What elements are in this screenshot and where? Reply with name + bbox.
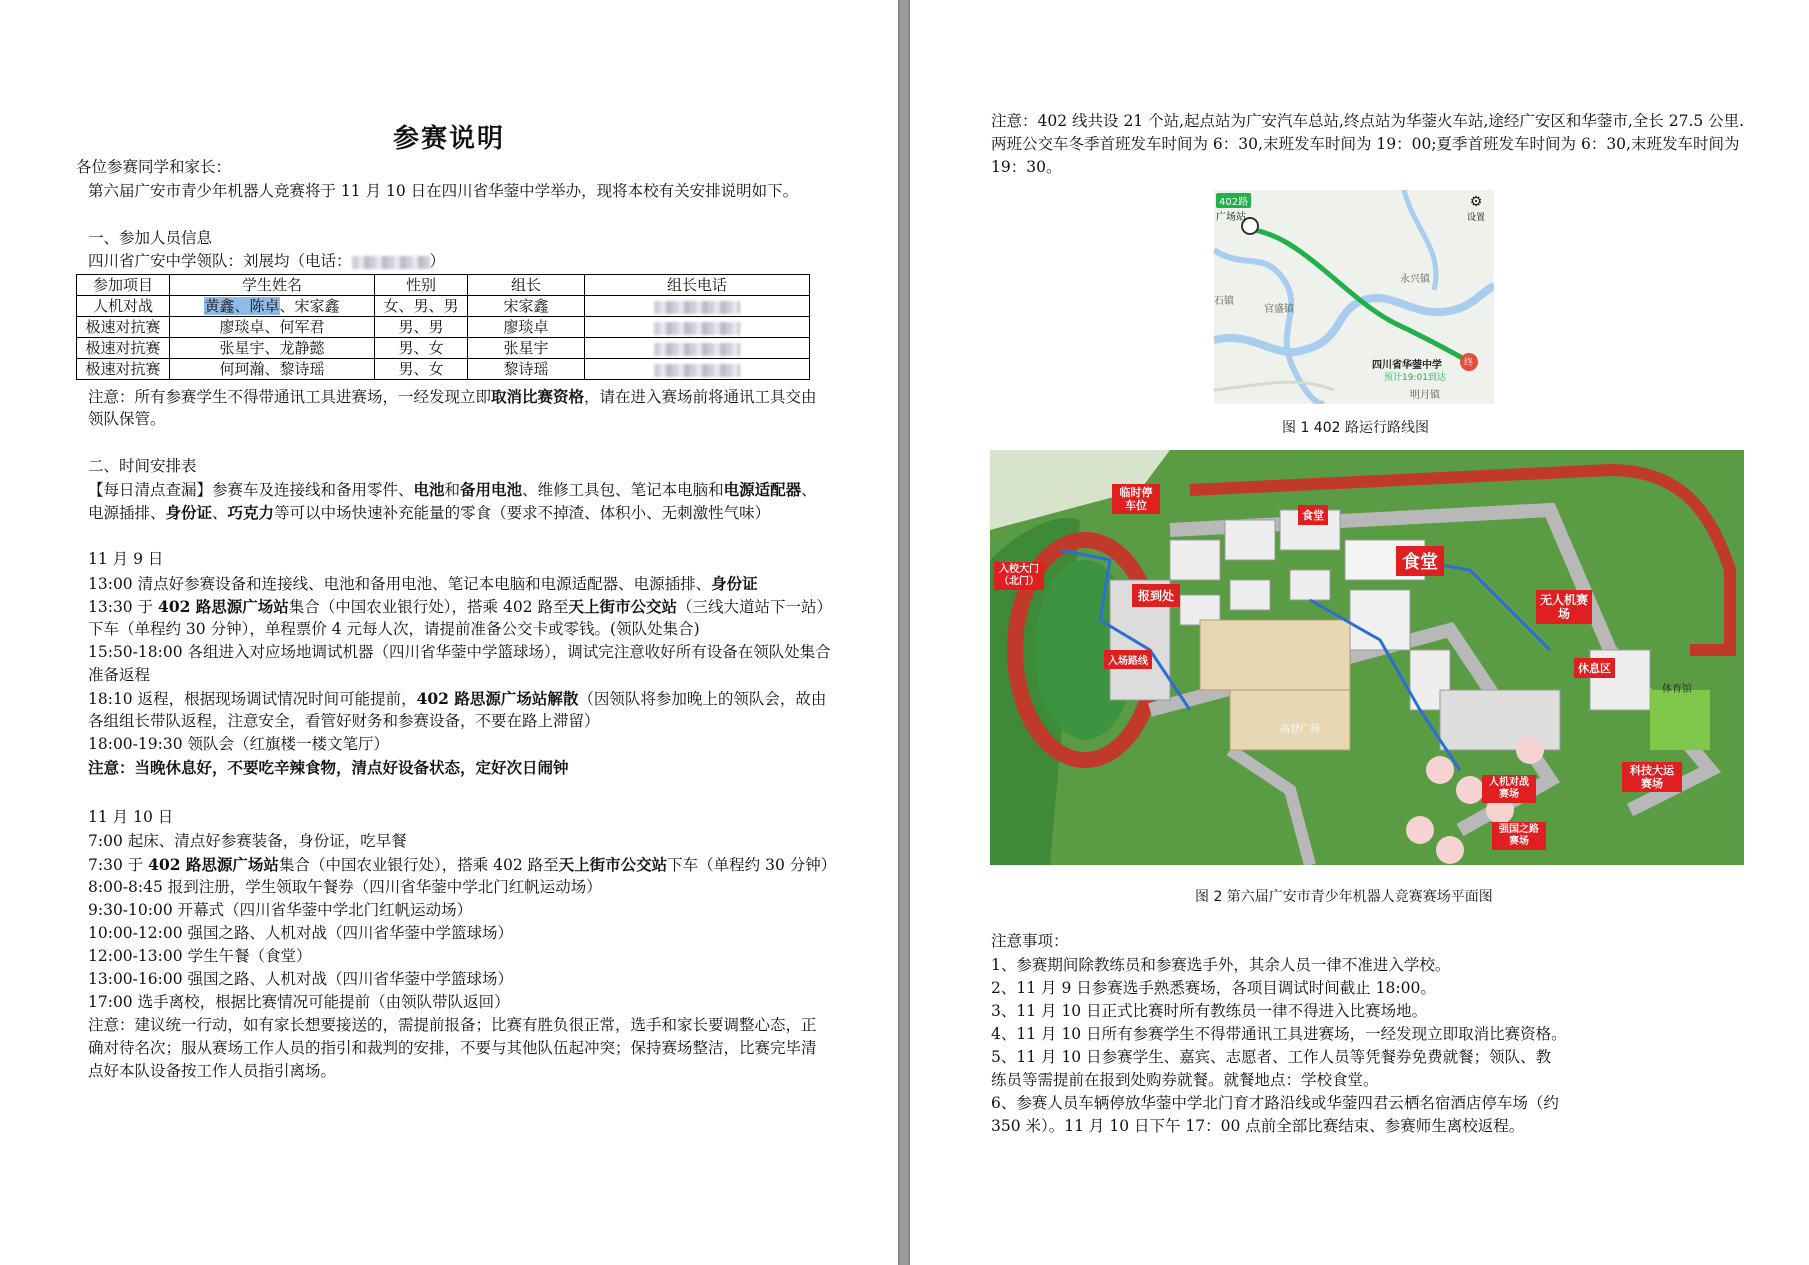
town-label: 官盛镇	[1264, 304, 1294, 315]
gender-cell: 女、男、男	[375, 296, 468, 317]
phone-cell	[585, 317, 810, 338]
text: 下车（单程约 30 分钟）	[667, 856, 837, 874]
event-cell: 极速对抗赛	[77, 338, 170, 359]
highlighted-names: 黄鑫、陈卓	[204, 297, 280, 315]
notes-heading: 注意事项：	[991, 932, 1069, 950]
day2-item: 17:00 选手离校，根据比赛情况可能提前（由领队带队返回）	[88, 993, 510, 1011]
event-cell: 人机对战	[77, 296, 170, 317]
bold-text: 402 路思源广场站	[148, 855, 279, 874]
intro-paragraph: 第六届广安市青少年机器人竞赛将于 11 月 10 日在四川省华蓥中学举办，现将本校有关安排说明如下。	[88, 182, 799, 200]
redacted-phone	[654, 322, 740, 335]
day2-item: 13:00-16:00 强国之路、人机对战（四川省华蓥中学篮球场）	[88, 970, 514, 988]
bold-text: 天上街市公交站	[558, 855, 668, 874]
table-header-cell: 性别	[375, 275, 468, 296]
table-row	[77, 317, 810, 338]
event-cell: 极速对抗赛	[77, 359, 170, 380]
bold-text: 巧克力	[227, 503, 275, 522]
names-rest: 、宋家鑫	[279, 297, 340, 315]
eta-label: 预计19:01到达	[1384, 373, 1446, 383]
daily-check-line2	[88, 501, 770, 525]
bold-text: 天上街市公交站	[568, 597, 678, 616]
day1-date: 11 月 9 日	[88, 550, 164, 568]
redacted-phone	[654, 364, 740, 377]
note-item: 2、11 月 9 日参赛选手熟悉赛场，各项目调试时间截止 18:00。	[991, 979, 1436, 997]
redacted-phone	[352, 256, 430, 269]
document-page-right	[910, 0, 1809, 1265]
text: 集合（中国农业银行处），搭乘 402 路至	[278, 856, 559, 874]
day2-item: 8:00-8:45 报到注册，学生领取午餐券（四川省华蓥中学北门红帆运动场）	[88, 878, 602, 896]
campus-map-figure	[990, 450, 1744, 865]
text: 、	[801, 481, 817, 499]
gym-label: 体育馆	[1662, 684, 1692, 695]
table-header-cell: 学生姓名	[170, 275, 375, 296]
text: 等可以中场快速补充能量的零食（要求不掉渣、体积小、无刺激性气味）	[274, 504, 771, 522]
route-map-figure	[1214, 190, 1494, 404]
note-item: 练员等需提前在报到处购券就餐。就餐地点：学校食堂。	[991, 1071, 1379, 1089]
text: 集合（中国农业银行处），搭乘 402 路至	[288, 598, 569, 616]
phone-cell	[585, 359, 810, 380]
table-row	[77, 338, 810, 359]
redacted-phone	[654, 301, 740, 314]
note-text: ，请在进入赛场前将通讯工具交由	[584, 388, 817, 406]
day1-item: 15:50-18:00 各组进入对应场地调试机器（四川省华蓥中学篮球场），调试完注意收好所有设备在领队处集合	[88, 643, 831, 661]
start-station-label: 广场站	[1216, 212, 1246, 223]
day2-item: 7:00 起床、清点好参赛装备，身份证，吃早餐	[88, 832, 407, 850]
hm-arena-label: 人机对战赛场	[1482, 775, 1536, 803]
leader-cell: 廖琰卓	[468, 317, 585, 338]
bold-text: 电源适配器	[723, 480, 802, 499]
note-item: 350 米）。11 月 10 日下午 17：00 点前全部比赛结束、参赛师生离校返程。	[991, 1117, 1525, 1135]
gender-cell: 男、男	[375, 317, 468, 338]
section2-heading: 二、时间安排表	[88, 457, 197, 475]
rest-area-label: 休息区	[1574, 658, 1615, 678]
note-communication	[88, 385, 817, 409]
text: 、	[212, 504, 228, 522]
day1-item	[88, 595, 832, 619]
greeting: 各位参赛同学和家长：	[76, 158, 232, 176]
text: 【每日清点查漏】参赛车及连接线和备用零件、	[88, 481, 414, 499]
registration-label: 报到处	[1132, 584, 1180, 607]
day2-item: 9:30-10:00 开幕式（四川省华蓥中学北门红帆运动场）	[88, 901, 473, 919]
day2-item: 10:00-12:00 强国之路、人机对战（四川省华蓥中学篮球场）	[88, 924, 514, 942]
day1-item	[88, 572, 758, 596]
phone-cell	[585, 296, 810, 317]
bold-text: 电池	[413, 480, 445, 499]
gender-cell: 男、女	[375, 359, 468, 380]
table-row	[77, 296, 810, 317]
text: 18:10 返程，根据现场调试情况时间可能提前，	[88, 690, 417, 708]
route-map	[1214, 190, 1494, 404]
text: 和	[444, 481, 461, 499]
gear-icon: ⚙	[1469, 194, 1483, 210]
canteen-tag-label: 食堂	[1298, 505, 1328, 525]
document-title: 参赛说明	[392, 124, 505, 154]
note-bold: 取消比赛资格	[491, 387, 585, 406]
names-cell	[170, 296, 375, 317]
text: （三线大道站下一站）	[677, 598, 833, 616]
day1-item: 18:00-19:30 领队会（红旗楼一楼文笔厅）	[88, 735, 390, 753]
bold-text: 身份证	[711, 574, 758, 593]
table-header-cell: 参加项目	[77, 275, 170, 296]
names-cell: 张星宇、龙静懿	[170, 338, 375, 359]
team-leader-end: ）	[429, 252, 446, 270]
note-item: 6、参赛人员车辆停放华蓥中学北门育才路沿线或华蓥四君云栖名宿酒店停车场（约	[991, 1094, 1559, 1112]
day2-item: 12:00-13:00 学生午餐（食堂）	[88, 947, 312, 965]
day2-note: 点好本队设备按工作人员指引离场。	[88, 1062, 337, 1080]
section1-heading: 一、参加人员信息	[88, 229, 213, 247]
text: 7:30 于	[88, 856, 149, 874]
table-header-row	[77, 275, 810, 296]
bold-text: 402 路思源广场站	[158, 597, 289, 616]
names-cell: 何珂瀚、黎诗瑶	[170, 359, 375, 380]
bold-text: 402 路思源广场站解散	[416, 689, 579, 708]
phone-cell	[585, 338, 810, 359]
end-marker-label: 终	[1464, 358, 1474, 368]
temp-parking-label: 临时停车位	[1112, 484, 1160, 514]
day1-item: 准备返程	[88, 666, 151, 684]
bus-note: 19：30。	[991, 158, 1062, 176]
document-page-left	[0, 0, 898, 1265]
north-gate-label: 入校大门（北门）	[994, 562, 1044, 590]
leader-cell: 张星宇	[468, 338, 585, 359]
text: （因领队将参加晚上的领队会，故由	[578, 690, 827, 708]
bus-note: 两班公交车冬季首班发车时间为 6：30,末班发车时间为 19：00;夏季首班发车时间为 6：30,末班发车时间为	[991, 135, 1740, 153]
road-arena-label: 强国之路赛场	[1492, 822, 1546, 850]
bus-note: 注意：402 线共设 21 个站,起点站为广安汽车总站,终点站为华蓥火车站,途经广安区和华蓥市,全长 27.5 公里.	[991, 112, 1745, 130]
names-cell: 廖琰卓、何军君	[170, 317, 375, 338]
leader-cell: 宋家鑫	[468, 296, 585, 317]
leader-cell: 黎诗瑶	[468, 359, 585, 380]
gender-cell: 男、女	[375, 338, 468, 359]
river	[1214, 250, 1324, 404]
tech-arena-label: 科技大运赛场	[1622, 762, 1682, 792]
day1-item: 下车（单程约 30 分钟），单程票价 4 元每人次，请提前准备公交卡或零钱。(领队处集合)	[88, 620, 700, 638]
road	[1214, 382, 1334, 390]
text: 13:30 于	[88, 598, 159, 616]
settings-button[interactable]	[1464, 194, 1488, 224]
table-header-cell: 组长	[468, 275, 585, 296]
participants-table	[76, 274, 810, 380]
day2-note: 注意：建议统一行动，如有家长想要接送的，需提前报备；比赛有胜负很正常，选手和家长要调整心态，正	[88, 1016, 817, 1034]
town-label: 永兴镇	[1400, 274, 1430, 285]
destination-label: 四川省华蓥中学	[1372, 360, 1442, 371]
figure1-caption: 图 1 402 路运行路线图	[1282, 420, 1429, 436]
text: 13:00 清点好参赛设备和连接线、电池和备用电池、笔记本电脑和电源适配器、电源插排、	[88, 575, 712, 593]
bus-route-line	[1244, 228, 1469, 362]
note-item: 4、11 月 10 日所有参赛学生不得带通讯工具进赛场，一经发现立即取消比赛资格。	[991, 1025, 1567, 1043]
team-leader-line	[88, 250, 445, 273]
day2-date: 11 月 10 日	[88, 808, 174, 826]
note-communication-cont: 领队保管。	[88, 410, 166, 428]
team-leader-label: 四川省广安中学领队：刘展均（电话：	[88, 252, 352, 270]
day1-item	[88, 687, 826, 711]
table-row	[77, 359, 810, 380]
redacted-phone	[654, 343, 740, 356]
day2-note: 确对待名次；服从赛场工作人员的指引和裁判的安排，不要与其他队伍起冲突；保持赛场整洁，比赛完毕清	[88, 1039, 817, 1057]
entry-route-label: 入场路线	[1104, 650, 1152, 669]
note-item: 3、11 月 10 日正式比赛时所有教练员一律不得进入比赛场地。	[991, 1002, 1428, 1020]
bold-text: 身份证	[165, 503, 213, 522]
plaza-label: 高登广场	[1280, 724, 1320, 735]
drone-arena-label: 无人机赛场	[1536, 590, 1592, 624]
day2-item	[88, 853, 836, 877]
canteen-label: 食堂	[1396, 546, 1444, 576]
settings-label: 设置	[1466, 213, 1485, 223]
town-label: 石镇	[1214, 296, 1234, 307]
text: 电源插排、	[88, 504, 166, 522]
note-text: 注意：所有参赛学生不得带通讯工具进赛场，一经发现立即	[88, 388, 492, 406]
event-cell: 极速对抗赛	[77, 317, 170, 338]
text: 、维修工具包、笔记本电脑和	[522, 481, 724, 499]
route-number-badge: 402路	[1216, 193, 1251, 208]
daily-check-line1	[88, 478, 817, 502]
figure2-caption: 图 2 第六届广安市青少年机器人竞赛赛场平面图	[1195, 889, 1493, 905]
note-item: 5、11 月 10 日参赛学生、嘉宾、志愿者、工作人员等凭餐券免费就餐；领队、教	[991, 1048, 1552, 1066]
bold-text: 备用电池	[460, 480, 523, 499]
day1-item: 各组组长带队返程，注意安全，看管好财务和参赛设备，不要在路上滞留）	[88, 712, 600, 730]
note-item: 1、参赛期间除教练员和参赛选手外，其余人员一律不准进入学校。	[991, 956, 1451, 974]
town-label: 明月镇	[1410, 390, 1440, 401]
table-header-cell: 组长电话	[585, 275, 810, 296]
day1-warning: 注意：当晚休息好，不要吃辛辣食物，清点好设备状态，定好次日闹钟	[88, 758, 569, 777]
